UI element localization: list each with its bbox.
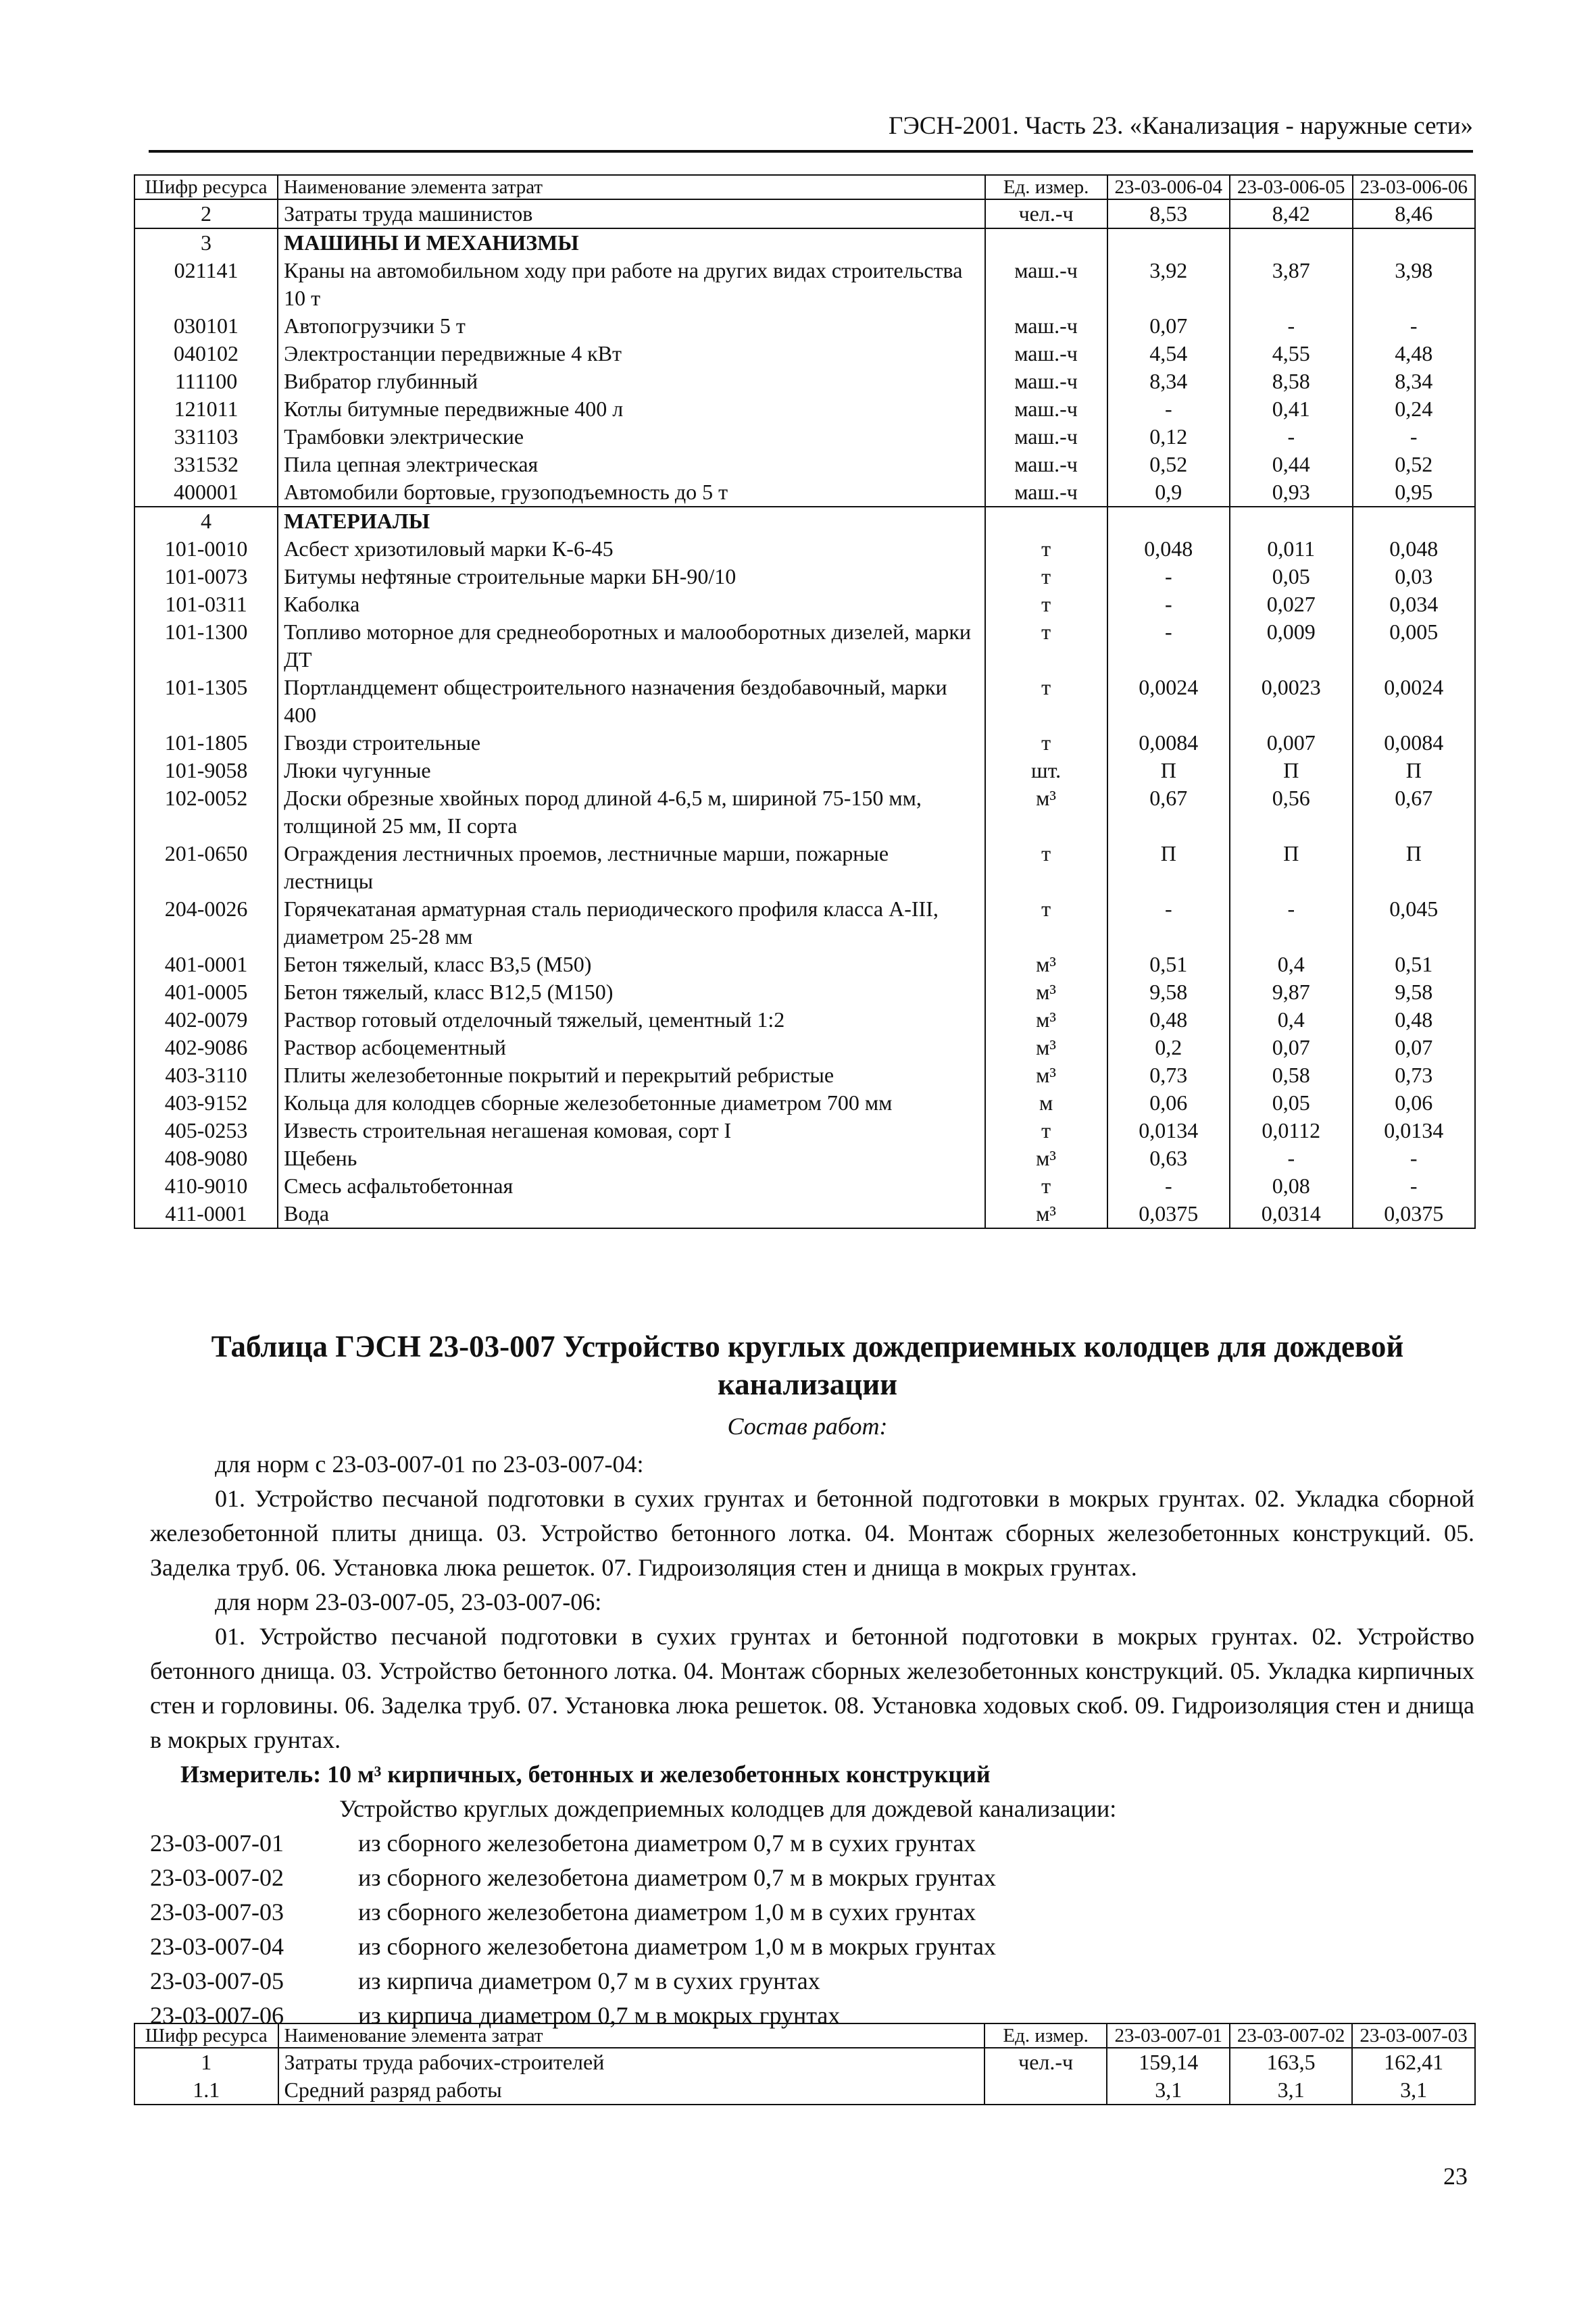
header-name: Наименование элемента затрат: [278, 2023, 984, 2048]
resource-value: 0,95: [1353, 478, 1476, 507]
resource-value: П: [1353, 840, 1476, 895]
variant-text: из сборного железобетона диаметром 0,7 м в сухих грунтах: [358, 1830, 976, 1857]
resource-name: Средний разряд работы: [278, 2076, 984, 2105]
resource-code: 401-0005: [134, 978, 278, 1006]
resource-unit: т: [985, 840, 1107, 895]
resource-value: 0,07: [1353, 1034, 1476, 1061]
resource-name: Вода: [278, 1200, 984, 1228]
table-row: [134, 199, 1475, 228]
variant-text: из сборного железобетона диаметром 1,0 м в мокрых грунтах: [358, 1933, 996, 1960]
resource-code: 102-0052: [134, 784, 278, 840]
variant-code: 23-03-007-04: [150, 1933, 284, 1960]
resource-name: Затраты труда машинистов: [278, 199, 984, 228]
resource-value: 0,67: [1107, 784, 1230, 840]
resource-value: 0,0375: [1107, 1200, 1230, 1228]
resource-value: 0,12: [1107, 423, 1230, 451]
resource-unit: шт.: [985, 757, 1107, 784]
table-row: [134, 1145, 1475, 1172]
resource-value: 0,009: [1230, 618, 1352, 674]
work-scope-text-2: 01. Устройство песчаной подготовки в сухих грунтах и бетонной подготовки в мокрых грунтах. 02. Устройство бетонного днища. 03. Устройство бетонного лотка. 04. Монтаж сборных железобетонных конструкций. 05. Укладка кирпичных стен и горловины. 06. Заделка труб. 07. Установка люка решеток. 08. Установка ходовых скоб. 09. Гидроизоляция стен и днища в мокрых грунтах.: [150, 1623, 1474, 1753]
resource-name: Автопогрузчики 5 т: [278, 312, 984, 340]
unit-of-measure: Измеритель: 10 м³ кирпичных, бетонных и железобетонных конструкций: [180, 1761, 991, 1788]
resource-unit: чел.-ч: [985, 199, 1107, 228]
resource-value: 0,63: [1107, 1145, 1230, 1172]
resource-unit: м³: [985, 1200, 1107, 1228]
resource-value: 0,24: [1353, 395, 1476, 423]
table-row: [134, 312, 1475, 340]
resource-unit: маш.-ч: [985, 451, 1107, 478]
resource-value: 0,0112: [1230, 1117, 1352, 1145]
variant-code: 23-03-007-02: [150, 1864, 284, 1891]
table-row: [134, 257, 1475, 312]
resource-value: -: [1353, 1172, 1476, 1200]
table-body: [134, 199, 1475, 1228]
table-row: [134, 368, 1475, 395]
resource-value: 0,58: [1230, 1061, 1352, 1089]
table-row: [134, 1172, 1475, 1200]
resource-value: 0,045: [1353, 895, 1476, 951]
page-number: 23: [1443, 2163, 1468, 2190]
resource-value: 0,08: [1230, 1172, 1352, 1200]
resource-value: 0,05: [1230, 563, 1352, 590]
resource-code: 021141: [134, 257, 278, 312]
resource-value: П: [1107, 757, 1230, 784]
empty-cell: [1230, 507, 1352, 535]
resource-code: 405-0253: [134, 1117, 278, 1145]
resource-unit: т: [985, 1117, 1107, 1145]
resource-unit: т: [985, 618, 1107, 674]
resource-name: Вибратор глубинный: [278, 368, 984, 395]
work-scope-label-2: для норм 23-03-007-05, 23-03-007-06:: [215, 1588, 602, 1615]
resource-value: 0,52: [1353, 451, 1476, 478]
resources-table-007: [134, 2023, 1476, 2105]
table-row: [134, 2048, 1475, 2076]
resource-code: 201-0650: [134, 840, 278, 895]
resource-code: 401-0001: [134, 951, 278, 978]
resource-unit: м: [985, 1089, 1107, 1117]
variant-text: из кирпича диаметром 0,7 м в сухих грунтах: [358, 1967, 820, 1994]
work-scope-label-1: для норм с 23-03-007-01 по 23-03-007-04:: [215, 1451, 644, 1478]
resource-unit: маш.-ч: [985, 478, 1107, 507]
resource-value: 159,14: [1107, 2048, 1230, 2076]
empty-cell: [1230, 228, 1352, 257]
resource-value: 162,41: [1352, 2048, 1475, 2076]
resource-value: П: [1230, 840, 1352, 895]
resource-name: Электростанции передвижные 4 кВт: [278, 340, 984, 368]
header-code: Шифр ресурса: [134, 2023, 278, 2048]
resource-unit: м³: [985, 1034, 1107, 1061]
resource-value: 9,58: [1353, 978, 1476, 1006]
resource-unit: т: [985, 895, 1107, 951]
variant-row: [150, 1861, 1474, 1895]
resource-value: 0,0084: [1353, 729, 1476, 757]
section-code: 3: [134, 228, 278, 257]
variant-code: 23-03-007-03: [150, 1898, 284, 1926]
variant-row: [150, 1964, 1474, 1998]
resource-value: П: [1353, 757, 1476, 784]
resource-value: 0,9: [1107, 478, 1230, 507]
resource-code: 121011: [134, 395, 278, 423]
resource-name: Щебень: [278, 1145, 984, 1172]
resource-value: -: [1353, 1145, 1476, 1172]
resource-value: 0,007: [1230, 729, 1352, 757]
resource-value: -: [1107, 895, 1230, 951]
variant-code: 23-03-007-06: [150, 2002, 284, 2029]
resource-value: 9,87: [1230, 978, 1352, 1006]
resource-value: 8,34: [1353, 368, 1476, 395]
variants-intro: Устройство круглых дождеприемных колодцев для дождевой канализации:: [339, 1795, 1117, 1822]
resource-value: 3,87: [1230, 257, 1352, 312]
resource-name: Бетон тяжелый, класс В12,5 (М150): [278, 978, 984, 1006]
header-col-1: 23-03-006-04: [1107, 175, 1230, 199]
section-row: [134, 228, 1475, 257]
table-row: [134, 423, 1475, 451]
resource-unit: маш.-ч: [985, 423, 1107, 451]
resource-code: 101-0073: [134, 563, 278, 590]
resource-value: 0,0084: [1107, 729, 1230, 757]
table-row: [134, 729, 1475, 757]
table-row: [134, 451, 1475, 478]
resource-value: -: [1107, 618, 1230, 674]
resource-value: 0,06: [1353, 1089, 1476, 1117]
resource-code: 1: [134, 2048, 278, 2076]
resource-code: 101-0311: [134, 590, 278, 618]
resource-code: 111100: [134, 368, 278, 395]
resource-code: 400001: [134, 478, 278, 507]
resource-code: 331532: [134, 451, 278, 478]
resource-value: 0,0024: [1107, 674, 1230, 729]
resource-name: Котлы битумные передвижные 400 л: [278, 395, 984, 423]
resource-value: 0,034: [1353, 590, 1476, 618]
resource-name: Известь строительная негашеная комовая, сорт I: [278, 1117, 984, 1145]
variant-row: [150, 1895, 1474, 1930]
resource-value: 0,67: [1353, 784, 1476, 840]
resource-unit: т: [985, 1172, 1107, 1200]
resource-value: 8,46: [1353, 199, 1476, 228]
variants-list: [150, 1826, 1474, 2033]
resource-code: 402-0079: [134, 1006, 278, 1034]
header-unit: Ед. измер.: [984, 2023, 1107, 2048]
resource-value: 3,98: [1353, 257, 1476, 312]
table-row: [134, 757, 1475, 784]
resource-value: 0,51: [1353, 951, 1476, 978]
resource-value: 0,48: [1107, 1006, 1230, 1034]
table-row: [134, 1117, 1475, 1145]
resource-value: 0,03: [1353, 563, 1476, 590]
resource-unit: м³: [985, 978, 1107, 1006]
table-row: [134, 895, 1475, 951]
resource-value: -: [1230, 312, 1352, 340]
resource-value: 0,0134: [1107, 1117, 1230, 1145]
table-row: [134, 951, 1475, 978]
resource-name: Бетон тяжелый, класс В3,5 (М50): [278, 951, 984, 978]
resource-name: Раствор готовый отделочный тяжелый, цементный 1:2: [278, 1006, 984, 1034]
table-row: [134, 2076, 1475, 2105]
resource-name: Смесь асфальтобетонная: [278, 1172, 984, 1200]
resource-value: 3,1: [1107, 2076, 1230, 2105]
section-row: [134, 507, 1475, 535]
table-row: [134, 784, 1475, 840]
resources-table-006: [134, 174, 1476, 1229]
resource-name: Трамбовки электрические: [278, 423, 984, 451]
resource-code: 410-9010: [134, 1172, 278, 1200]
resource-unit: маш.-ч: [985, 340, 1107, 368]
resource-value: 0,0023: [1230, 674, 1352, 729]
table-row: [134, 1089, 1475, 1117]
resource-unit: маш.-ч: [985, 312, 1107, 340]
resource-unit: [984, 2076, 1107, 2105]
resource-code: 030101: [134, 312, 278, 340]
table-row: [134, 395, 1475, 423]
resource-name: Краны на автомобильном ходу при работе на других видах строительства 10 т: [278, 257, 984, 312]
resource-unit: т: [985, 729, 1107, 757]
resource-code: 402-9086: [134, 1034, 278, 1061]
resource-value: 4,54: [1107, 340, 1230, 368]
resource-unit: м³: [985, 1145, 1107, 1172]
resource-code: 101-1300: [134, 618, 278, 674]
resource-value: 0,52: [1107, 451, 1230, 478]
resource-value: 0,0375: [1353, 1200, 1476, 1228]
resource-name: Раствор асбоцементный: [278, 1034, 984, 1061]
header-col-3: 23-03-007-03: [1352, 2023, 1475, 2048]
resource-code: 204-0026: [134, 895, 278, 951]
resource-unit: маш.-ч: [985, 368, 1107, 395]
resource-unit: м³: [985, 1061, 1107, 1089]
resource-name: Топливо моторное для среднеоборотных и малооборотных дизелей, марки ДТ: [278, 618, 984, 674]
table-row: [134, 618, 1475, 674]
resource-value: 0,93: [1230, 478, 1352, 507]
work-scope-text-1: 01. Устройство песчаной подготовки в сухих грунтах и бетонной подготовки в мокрых грунтах. 02. Укладка сборной железобетонной плиты днища. 03. Устройство бетонного лотка. 04. Монтаж сборных железобетонных конструкций. 05. Заделка труб. 06. Установка люка решеток. 07. Гидроизоляция стен и днища в мокрых грунтах.: [150, 1485, 1474, 1581]
section-title: МАТЕРИАЛЫ: [278, 507, 984, 535]
resource-unit: т: [985, 535, 1107, 563]
header-code: Шифр ресурса: [134, 175, 278, 199]
resource-unit: м³: [985, 951, 1107, 978]
resource-value: 8,58: [1230, 368, 1352, 395]
resource-value: -: [1107, 1172, 1230, 1200]
resource-value: 8,34: [1107, 368, 1230, 395]
resource-unit: м³: [985, 784, 1107, 840]
resource-value: 0,2: [1107, 1034, 1230, 1061]
work-description: [150, 1447, 1474, 2033]
header-col-2: 23-03-007-02: [1230, 2023, 1352, 2048]
table-row: [134, 563, 1475, 590]
empty-cell: [1353, 228, 1476, 257]
resource-code: 101-9058: [134, 757, 278, 784]
resource-name: Битумы нефтяные строительные марки БН-90/10: [278, 563, 984, 590]
resource-value: 0,0134: [1353, 1117, 1476, 1145]
table-row: [134, 840, 1475, 895]
resource-value: 0,48: [1353, 1006, 1476, 1034]
resource-name: Асбест хризотиловый марки К-6-45: [278, 535, 984, 563]
resource-value: 0,005: [1353, 618, 1476, 674]
table-row: [134, 674, 1475, 729]
header-col-3: 23-03-006-06: [1353, 175, 1476, 199]
running-header: ГЭСН-2001. Часть 23. «Канализация - наружные сети»: [149, 111, 1473, 153]
resource-value: 0,06: [1107, 1089, 1230, 1117]
table-row: [134, 340, 1475, 368]
resource-code: 101-0010: [134, 535, 278, 563]
resource-value: 0,05: [1230, 1089, 1352, 1117]
resource-value: 9,58: [1107, 978, 1230, 1006]
resource-value: 0,027: [1230, 590, 1352, 618]
resource-code: 411-0001: [134, 1200, 278, 1228]
table-row: [134, 535, 1475, 563]
resource-value: 4,55: [1230, 340, 1352, 368]
resource-value: -: [1230, 423, 1352, 451]
table-row: [134, 478, 1475, 507]
resource-value: -: [1353, 423, 1476, 451]
resource-value: -: [1107, 395, 1230, 423]
table-row: [134, 978, 1475, 1006]
resource-value: 0,07: [1107, 312, 1230, 340]
header-unit: Ед. измер.: [985, 175, 1107, 199]
variant-code: 23-03-007-05: [150, 1967, 284, 1994]
empty-cell: [1107, 228, 1230, 257]
resource-value: 4,48: [1353, 340, 1476, 368]
resource-value: -: [1230, 1145, 1352, 1172]
resource-value: 0,41: [1230, 395, 1352, 423]
header-col-1: 23-03-007-01: [1107, 2023, 1230, 2048]
empty-cell: [1107, 507, 1230, 535]
resource-name: Пила цепная электрическая: [278, 451, 984, 478]
resource-name: Портландцемент общестроительного назначения бездобавочный, марки 400: [278, 674, 984, 729]
resource-value: 0,0314: [1230, 1200, 1352, 1228]
variant-row: [150, 1930, 1474, 1964]
empty-cell: [1353, 507, 1476, 535]
resource-unit: т: [985, 674, 1107, 729]
table-body: [134, 2048, 1475, 2105]
resource-value: 3,1: [1352, 2076, 1475, 2105]
variant-text: из кирпича диаметром 0,7 м в мокрых грунтах: [358, 2002, 841, 2029]
header-name: Наименование элемента затрат: [278, 175, 984, 199]
resource-value: 0,51: [1107, 951, 1230, 978]
resource-code: 101-1805: [134, 729, 278, 757]
resource-value: 0,73: [1107, 1061, 1230, 1089]
resource-code: 403-3110: [134, 1061, 278, 1089]
resource-code: 408-9080: [134, 1145, 278, 1172]
variant-text: из сборного железобетона диаметром 0,7 м в мокрых грунтах: [358, 1864, 996, 1891]
resource-value: 0,4: [1230, 1006, 1352, 1034]
resource-unit: т: [985, 590, 1107, 618]
resource-unit: маш.-ч: [985, 395, 1107, 423]
section-code: 4: [134, 507, 278, 535]
variant-text: из сборного железобетона диаметром 1,0 м в сухих грунтах: [358, 1898, 976, 1926]
variant-code: 23-03-007-01: [150, 1830, 284, 1857]
resource-value: П: [1107, 840, 1230, 895]
resource-value: 0,07: [1230, 1034, 1352, 1061]
resource-code: 331103: [134, 423, 278, 451]
resource-value: 3,1: [1230, 2076, 1352, 2105]
variant-row: [150, 1826, 1474, 1861]
resource-value: 0,048: [1107, 535, 1230, 563]
resource-unit: м³: [985, 1006, 1107, 1034]
resource-value: 0,44: [1230, 451, 1352, 478]
table-row: [134, 1006, 1475, 1034]
resource-name: Ограждения лестничных проемов, лестничные марши, пожарные лестницы: [278, 840, 984, 895]
resource-name: Горячекатаная арматурная сталь периодического профиля класса А-III, диаметром 25-28 мм: [278, 895, 984, 951]
empty-cell: [985, 507, 1107, 535]
resource-value: П: [1230, 757, 1352, 784]
resource-name: Кольца для колодцев сборные железобетонные диаметром 700 мм: [278, 1089, 984, 1117]
resource-name: Доски обрезные хвойных пород длиной 4-6,5 м, шириной 75-150 мм, толщиной 25 мм, II сорта: [278, 784, 984, 840]
table-row: [134, 1061, 1475, 1089]
resource-value: 8,42: [1230, 199, 1352, 228]
resource-code: 1.1: [134, 2076, 278, 2105]
table-row: [134, 590, 1475, 618]
work-composition-caption: Состав работ:: [727, 1413, 888, 1440]
resource-code: 403-9152: [134, 1089, 278, 1117]
header-col-2: 23-03-006-05: [1230, 175, 1352, 199]
table-title: Таблица ГЭСН 23-03-007 Устройство круглых дождеприемных колодцев для дождевой канализации: [211, 1330, 1404, 1401]
resource-value: 0,4: [1230, 951, 1352, 978]
resource-value: 0,048: [1353, 535, 1476, 563]
resource-name: Затраты труда рабочих-строителей: [278, 2048, 984, 2076]
section-title: МАШИНЫ И МЕХАНИЗМЫ: [278, 228, 984, 257]
resource-value: 8,53: [1107, 199, 1230, 228]
resource-name: Каболка: [278, 590, 984, 618]
resource-value: 0,0024: [1353, 674, 1476, 729]
table-row: [134, 1200, 1475, 1228]
resource-name: Гвозди строительные: [278, 729, 984, 757]
resource-value: -: [1107, 590, 1230, 618]
resource-name: Плиты железобетонные покрытий и перекрытий ребристые: [278, 1061, 984, 1089]
resource-unit: т: [985, 563, 1107, 590]
resource-value: 0,73: [1353, 1061, 1476, 1089]
resource-code: 040102: [134, 340, 278, 368]
empty-cell: [985, 228, 1107, 257]
resource-name: Люки чугунные: [278, 757, 984, 784]
resource-value: -: [1353, 312, 1476, 340]
resource-code: 101-1305: [134, 674, 278, 729]
resource-value: -: [1107, 563, 1230, 590]
resource-unit: маш.-ч: [985, 257, 1107, 312]
resource-value: 3,92: [1107, 257, 1230, 312]
resource-name: Автомобили бортовые, грузоподъемность до 5 т: [278, 478, 984, 507]
resource-value: 163,5: [1230, 2048, 1352, 2076]
resource-unit: чел.-ч: [984, 2048, 1107, 2076]
resource-value: -: [1230, 895, 1352, 951]
table-row: [134, 1034, 1475, 1061]
resource-code: 2: [134, 199, 278, 228]
resource-value: 0,011: [1230, 535, 1352, 563]
resource-value: 0,56: [1230, 784, 1352, 840]
